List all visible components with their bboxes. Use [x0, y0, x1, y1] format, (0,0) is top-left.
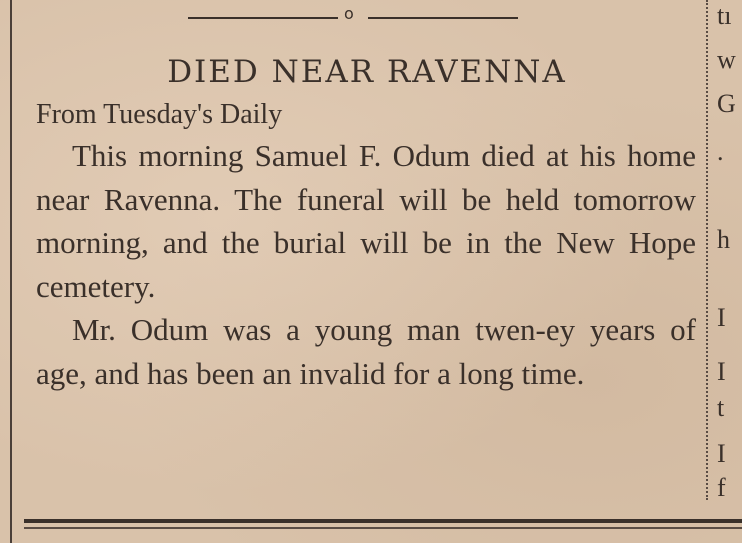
adjacent-fragment: w	[717, 45, 736, 74]
separator-line-right	[368, 17, 518, 19]
adjacent-fragment: I	[717, 439, 726, 468]
separator-line-left	[188, 17, 338, 19]
article-body	[36, 134, 696, 395]
paragraph-1: This morning Samuel F. Odum died at his home near Ravenna. The funeral will be held tomorrow morning, and the burial will be in the New Hope cemetery.	[36, 138, 696, 304]
article-subhead: From Tuesday's Daily	[36, 99, 283, 130]
adjacent-fragment: I	[717, 357, 726, 386]
adjacent-fragment: h	[717, 225, 730, 254]
separator-ornament: o	[344, 4, 354, 23]
separator-rule	[188, 4, 518, 23]
bottom-rule-thin	[24, 527, 742, 529]
adjacent-column	[715, 0, 742, 500]
adjacent-fragment: tı	[717, 1, 732, 30]
adjacent-fragment: .	[717, 137, 724, 166]
adjacent-fragment: G	[717, 89, 736, 118]
article-headline: DIED NEAR RAVENNA	[167, 54, 567, 90]
adjacent-fragment: t	[717, 393, 725, 422]
adjacent-fragment: I	[717, 303, 726, 332]
bottom-rule	[24, 519, 742, 523]
paragraph-2: Mr. Odum was a young man twen-ey years of age, and has been an invalid for a long time.	[36, 312, 696, 391]
adjacent-fragment: f	[717, 473, 726, 500]
